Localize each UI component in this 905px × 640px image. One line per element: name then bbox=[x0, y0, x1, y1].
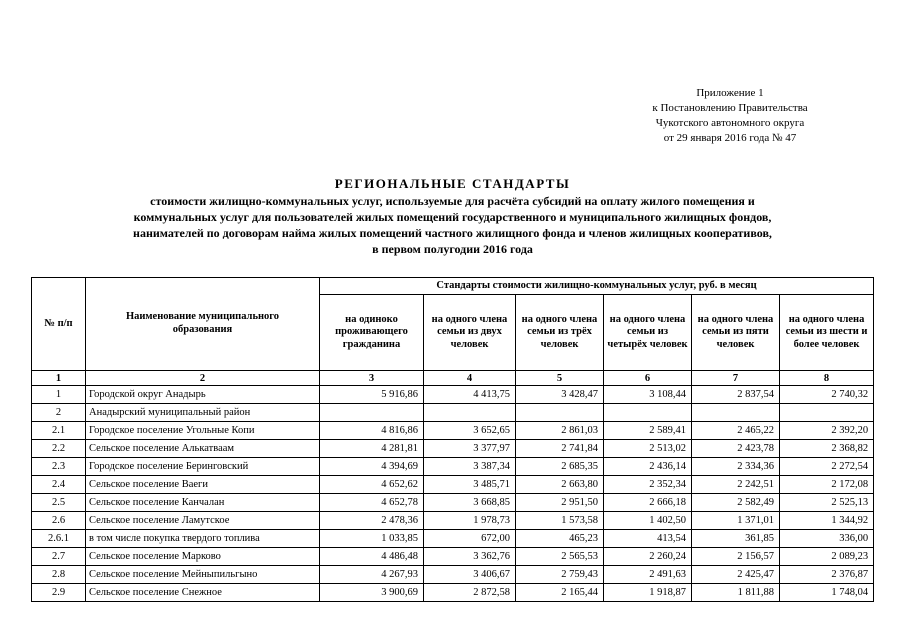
row-number: 2.4 bbox=[32, 476, 86, 494]
table-row bbox=[32, 512, 874, 530]
municipality-name: Сельское поселение Ваеги bbox=[86, 476, 320, 494]
standard-value: 2 165,44 bbox=[516, 584, 604, 602]
row-number: 2.2 bbox=[32, 440, 86, 458]
standard-value: 2 436,14 bbox=[604, 458, 692, 476]
row-number: 2.1 bbox=[32, 422, 86, 440]
header-standards-group: Стандарты стоимости жилищно-коммунальных услуг, руб. в месяц bbox=[320, 278, 874, 295]
standard-value: 4 652,62 bbox=[320, 476, 424, 494]
standard-value: 4 652,78 bbox=[320, 494, 424, 512]
header-sub-4: на одного члена семьи из четырёх человек bbox=[604, 295, 692, 371]
table-row bbox=[32, 530, 874, 548]
standard-value: 1 748,04 bbox=[780, 584, 874, 602]
column-number: 1 bbox=[32, 371, 86, 386]
row-number: 2.9 bbox=[32, 584, 86, 602]
standard-value: 2 759,43 bbox=[516, 566, 604, 584]
annex-block bbox=[600, 86, 860, 146]
table-row bbox=[32, 566, 874, 584]
standard-value: 4 816,86 bbox=[320, 422, 424, 440]
standard-value: 2 423,78 bbox=[692, 440, 780, 458]
standard-value bbox=[780, 404, 874, 422]
standard-value: 2 666,18 bbox=[604, 494, 692, 512]
standard-value: 3 108,44 bbox=[604, 386, 692, 404]
standard-value: 3 485,71 bbox=[424, 476, 516, 494]
standard-value: 4 281,81 bbox=[320, 440, 424, 458]
table-row bbox=[32, 548, 874, 566]
standard-value: 2 589,41 bbox=[604, 422, 692, 440]
document-title: РЕГИОНАЛЬНЫЕ СТАНДАРТЫ bbox=[334, 176, 571, 191]
standard-value: 1 033,85 bbox=[320, 530, 424, 548]
row-number: 2.8 bbox=[32, 566, 86, 584]
standard-value: 2 478,36 bbox=[320, 512, 424, 530]
table-row bbox=[32, 458, 874, 476]
subtitle-line-3: нанимателей по договорам найма жилых помещений частного жилищного фонда и членов жилищных кооперативов, bbox=[133, 226, 772, 240]
standard-value: 3 668,85 bbox=[424, 494, 516, 512]
header-sub-2: на одного члена семьи из двух человек bbox=[424, 295, 516, 371]
document-subtitle bbox=[40, 193, 865, 257]
annex-line-4: от 29 января 2016 года № 47 bbox=[663, 132, 797, 144]
municipality-name: Городской округ Анадырь bbox=[86, 386, 320, 404]
standard-value: 2 334,36 bbox=[692, 458, 780, 476]
standard-value: 2 172,08 bbox=[780, 476, 874, 494]
standard-value: 672,00 bbox=[424, 530, 516, 548]
standard-value: 2 872,58 bbox=[424, 584, 516, 602]
column-number: 3 bbox=[320, 371, 424, 386]
standard-value: 4 394,69 bbox=[320, 458, 424, 476]
column-number: 6 bbox=[604, 371, 692, 386]
table-row bbox=[32, 386, 874, 404]
municipality-name: Сельское поселение Снежное bbox=[86, 584, 320, 602]
standard-value: 465,23 bbox=[516, 530, 604, 548]
standard-value: 2 089,23 bbox=[780, 548, 874, 566]
header-sub-6: на одного члена семьи из шести и более человек bbox=[780, 295, 874, 371]
standard-value bbox=[692, 404, 780, 422]
standard-value: 4 267,93 bbox=[320, 566, 424, 584]
standard-value: 336,00 bbox=[780, 530, 874, 548]
standard-value bbox=[516, 404, 604, 422]
annex-line-2: к Постановлению Правительства bbox=[652, 102, 808, 114]
municipality-name: Анадырский муниципальный район bbox=[86, 404, 320, 422]
standard-value: 2 491,63 bbox=[604, 566, 692, 584]
table-row bbox=[32, 476, 874, 494]
standard-value: 3 377,97 bbox=[424, 440, 516, 458]
standard-value: 3 428,47 bbox=[516, 386, 604, 404]
standard-value: 3 387,34 bbox=[424, 458, 516, 476]
municipality-name: в том числе покупка твердого топлива bbox=[86, 530, 320, 548]
standard-value: 2 425,47 bbox=[692, 566, 780, 584]
row-number: 2.7 bbox=[32, 548, 86, 566]
standard-value: 2 260,24 bbox=[604, 548, 692, 566]
standard-value: 3 406,67 bbox=[424, 566, 516, 584]
standard-value: 1 344,92 bbox=[780, 512, 874, 530]
row-number: 2.3 bbox=[32, 458, 86, 476]
header-sub-1: на одиноко проживающего гражданина bbox=[320, 295, 424, 371]
column-number: 2 bbox=[86, 371, 320, 386]
table-row bbox=[32, 404, 874, 422]
standard-value: 2 663,80 bbox=[516, 476, 604, 494]
annex-line-3: Чукотского автономного округа bbox=[655, 117, 805, 129]
standard-value: 2 525,13 bbox=[780, 494, 874, 512]
standard-value: 2 582,49 bbox=[692, 494, 780, 512]
standard-value: 2 368,82 bbox=[780, 440, 874, 458]
standard-value: 5 916,86 bbox=[320, 386, 424, 404]
municipality-name: Сельское поселение Марково bbox=[86, 548, 320, 566]
municipality-name: Сельское поселение Алькатваам bbox=[86, 440, 320, 458]
table-row bbox=[32, 584, 874, 602]
row-number: 2 bbox=[32, 404, 86, 422]
standard-value: 3 900,69 bbox=[320, 584, 424, 602]
table-row bbox=[32, 494, 874, 512]
standard-value: 2 741,84 bbox=[516, 440, 604, 458]
standard-value: 2 376,87 bbox=[780, 566, 874, 584]
row-number: 1 bbox=[32, 386, 86, 404]
standard-value: 2 513,02 bbox=[604, 440, 692, 458]
header-municipality: Наименование муниципального образования bbox=[86, 278, 320, 371]
table-row bbox=[32, 440, 874, 458]
standard-value: 4 486,48 bbox=[320, 548, 424, 566]
standard-value: 413,54 bbox=[604, 530, 692, 548]
standard-value: 2 837,54 bbox=[692, 386, 780, 404]
header-sub-3: на одного члена семьи из трёх человек bbox=[516, 295, 604, 371]
municipality-name: Сельское поселение Ламутское bbox=[86, 512, 320, 530]
standard-value: 4 413,75 bbox=[424, 386, 516, 404]
standard-value: 2 272,54 bbox=[780, 458, 874, 476]
annex-line-1: Приложение 1 bbox=[696, 87, 764, 99]
standard-value: 2 392,20 bbox=[780, 422, 874, 440]
municipality-name: Городское поселение Беринговский bbox=[86, 458, 320, 476]
standard-value: 2 565,53 bbox=[516, 548, 604, 566]
subtitle-line-2: коммунальных услуг для пользователей жилых помещений государственного и муниципального жилищных фондов, bbox=[133, 210, 772, 224]
standard-value: 2 685,35 bbox=[516, 458, 604, 476]
standard-value: 2 465,22 bbox=[692, 422, 780, 440]
standard-value: 2 242,51 bbox=[692, 476, 780, 494]
municipality-name: Городское поселение Угольные Копи bbox=[86, 422, 320, 440]
standard-value: 2 740,32 bbox=[780, 386, 874, 404]
standard-value bbox=[424, 404, 516, 422]
standard-value: 2 861,03 bbox=[516, 422, 604, 440]
municipality-name: Сельское поселение Мейныпильгыно bbox=[86, 566, 320, 584]
standard-value bbox=[320, 404, 424, 422]
standard-value: 1 978,73 bbox=[424, 512, 516, 530]
standard-value: 2 352,34 bbox=[604, 476, 692, 494]
column-number: 7 bbox=[692, 371, 780, 386]
table-row bbox=[32, 422, 874, 440]
column-number: 4 bbox=[424, 371, 516, 386]
standard-value: 1 371,01 bbox=[692, 512, 780, 530]
header-number: № п/п bbox=[32, 278, 86, 371]
header-sub-5: на одного члена семьи из пяти человек bbox=[692, 295, 780, 371]
standard-value: 2 156,57 bbox=[692, 548, 780, 566]
standard-value bbox=[604, 404, 692, 422]
standard-value: 2 951,50 bbox=[516, 494, 604, 512]
column-number: 8 bbox=[780, 371, 874, 386]
standard-value: 1 402,50 bbox=[604, 512, 692, 530]
standard-value: 1 573,58 bbox=[516, 512, 604, 530]
subtitle-line-1: стоимости жилищно-коммунальных услуг, используемые для расчёта субсидий на оплату жилого помещения и bbox=[150, 194, 755, 208]
standards-table bbox=[31, 277, 874, 602]
standard-value: 3 652,65 bbox=[424, 422, 516, 440]
row-number: 2.6 bbox=[32, 512, 86, 530]
row-number: 2.6.1 bbox=[32, 530, 86, 548]
subtitle-line-4: в первом полугодии 2016 года bbox=[372, 242, 533, 256]
standard-value: 361,85 bbox=[692, 530, 780, 548]
standard-value: 1 918,87 bbox=[604, 584, 692, 602]
standard-value: 1 811,88 bbox=[692, 584, 780, 602]
municipality-name: Сельское поселение Канчалан bbox=[86, 494, 320, 512]
standard-value: 3 362,76 bbox=[424, 548, 516, 566]
column-number: 5 bbox=[516, 371, 604, 386]
row-number: 2.5 bbox=[32, 494, 86, 512]
